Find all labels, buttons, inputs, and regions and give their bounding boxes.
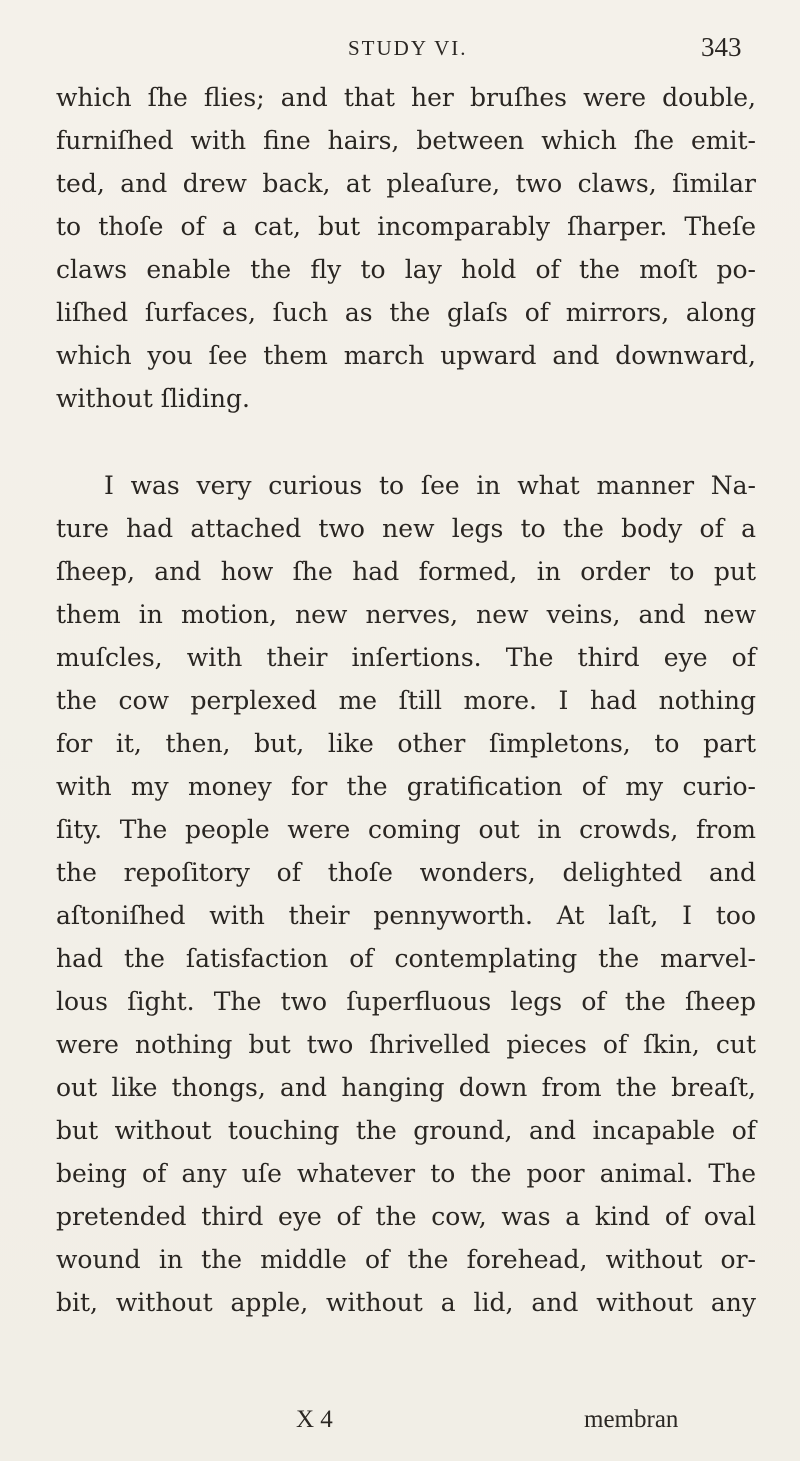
text-line: but without touching the ground, and incapable of [56, 1116, 756, 1145]
text-line: which you ſee them march upward and downward, [56, 341, 756, 370]
text-line: the repoſitory of thoſe wonders, delighted and [56, 858, 756, 887]
paragraph-gap [56, 420, 756, 464]
page-header [0, 32, 800, 72]
paragraph-2 [56, 464, 756, 1324]
paragraph-1 [56, 76, 756, 420]
text-line: with my money for the gratification of my curio- [56, 772, 756, 801]
text-line: without ſliding. [56, 384, 250, 413]
text-line: lous ſight. The two ſuperfluous legs of the ſheep [56, 987, 756, 1016]
text-line: furniſhed with fine hairs, between which ſhe emit- [56, 126, 756, 155]
body-text [56, 76, 756, 1324]
text-line: them in motion, new nerves, new veins, and new [56, 600, 756, 629]
catchword: membran [584, 1406, 679, 1433]
text-line: ſheep, and how ſhe had formed, in order to put [56, 557, 756, 586]
text-line: I was very curious to ſee in what manner Na- [104, 471, 756, 500]
text-line: ſity. The people were coming out in crowds, from [56, 815, 756, 844]
text-line: claws enable the fly to lay hold of the moſt po- [56, 255, 756, 284]
text-line: had the ſatisfaction of contemplating the marvel- [56, 944, 756, 973]
text-line: bit, without apple, without a lid, and without any [56, 1288, 756, 1317]
page-footer [0, 1406, 800, 1450]
text-line: the cow perplexed me ſtill more. I had nothing [56, 686, 756, 715]
text-line: ted, and drew back, at pleaſure, two claws, ſimilar [56, 169, 756, 198]
text-line: liſhed ſurfaces, ſuch as the glaſs of mirrors, along [56, 298, 756, 327]
text-line: aſtoniſhed with their pennyworth. At laſt, I too [56, 901, 756, 930]
running-head: STUDY VI. [348, 36, 468, 60]
signature-mark: X 4 [296, 1406, 333, 1433]
page-number: 343 [701, 32, 742, 62]
text-line: being of any uſe whatever to the poor animal. The [56, 1159, 756, 1188]
text-line: muſcles, with their inſertions. The third eye of [56, 643, 756, 672]
text-line: were nothing but two ſhrivelled pieces of ſkin, cut [56, 1030, 756, 1059]
text-line: out like thongs, and hanging down from the breaſt, [56, 1073, 756, 1102]
text-line: wound in the middle of the forehead, without or- [56, 1245, 756, 1274]
text-line: for it, then, but, like other ſimpletons, to part [56, 729, 756, 758]
text-line: ture had attached two new legs to the body of a [56, 514, 756, 543]
text-line: which ſhe flies; and that her bruſhes were double, [56, 83, 756, 112]
text-line: to thoſe of a cat, but incomparably ſharper. Theſe [56, 212, 756, 241]
text-line: pretended third eye of the cow, was a kind of oval [56, 1202, 756, 1231]
